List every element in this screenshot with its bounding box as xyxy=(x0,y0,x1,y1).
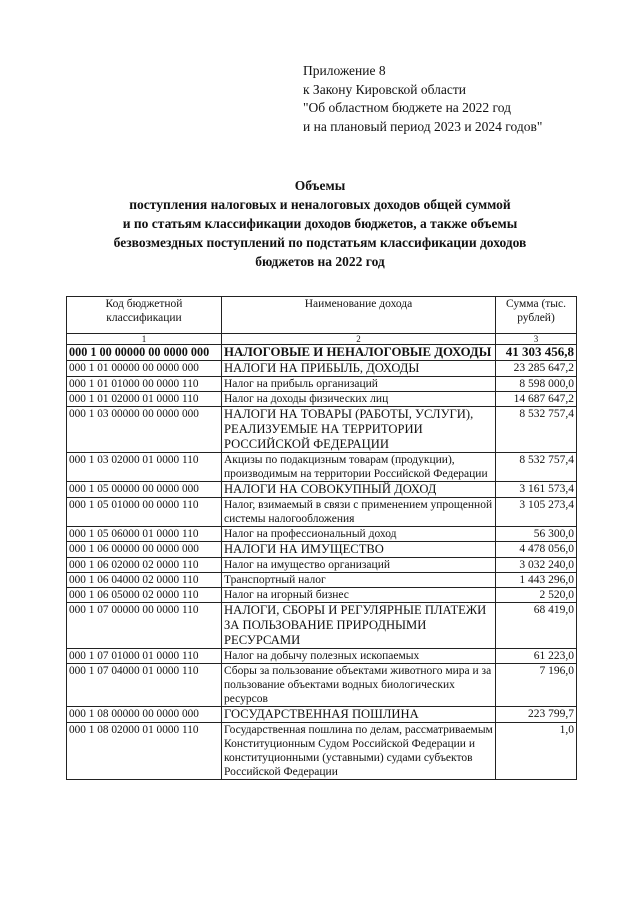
row-name: Налог на прибыль организаций xyxy=(222,377,496,392)
table-row xyxy=(67,527,577,542)
row-name: НАЛОГИ НА СОВОКУПНЫЙ ДОХОД xyxy=(222,482,496,498)
revenue-table xyxy=(66,296,577,780)
row-code: 000 1 01 01000 00 0000 110 xyxy=(67,377,222,392)
table-row xyxy=(67,603,577,649)
row-sum: 4 478 056,0 xyxy=(496,542,577,558)
appendix-line: к Закону Кировской области xyxy=(303,81,467,97)
row-name: НАЛОГОВЫЕ И НЕНАЛОГОВЫЕ ДОХОДЫ xyxy=(222,345,496,361)
row-sum: 1,0 xyxy=(496,723,577,780)
row-name: ГОСУДАРСТВЕННАЯ ПОШЛИНА xyxy=(222,707,496,723)
row-sum: 56 300,0 xyxy=(496,527,577,542)
row-sum: 41 303 456,8 xyxy=(496,345,577,361)
row-name: Налог на профессиональный доход xyxy=(222,527,496,542)
table-row xyxy=(67,664,577,707)
table-row xyxy=(67,588,577,603)
header-sum: Сумма (тыс. рублей) xyxy=(496,297,577,334)
table-row xyxy=(67,558,577,573)
row-name: Налог на добычу полезных ископаемых xyxy=(222,649,496,664)
column-number: 3 xyxy=(496,334,577,345)
row-name: Налог, взимаемый в связи с применением упрощенной системы налогообложения xyxy=(222,498,496,527)
row-code: 000 1 06 05000 02 0000 110 xyxy=(67,588,222,603)
row-sum: 7 196,0 xyxy=(496,664,577,707)
row-name: НАЛОГИ НА ИМУЩЕСТВО xyxy=(222,542,496,558)
row-sum: 3 105 273,4 xyxy=(496,498,577,527)
row-code: 000 1 03 02000 01 0000 110 xyxy=(67,453,222,482)
table-row xyxy=(67,542,577,558)
row-name: НАЛОГИ НА ПРИБЫЛЬ, ДОХОДЫ xyxy=(222,361,496,377)
table-row xyxy=(67,345,577,361)
table-row xyxy=(67,453,577,482)
row-sum: 8 532 757,4 xyxy=(496,453,577,482)
title-line: бюджетов на 2022 год xyxy=(255,254,385,269)
table-row xyxy=(67,649,577,664)
row-code: 000 1 00 00000 00 0000 000 xyxy=(67,345,222,361)
row-sum: 23 285 647,2 xyxy=(496,361,577,377)
table-row xyxy=(67,361,577,377)
document-title xyxy=(40,176,600,271)
row-name: НАЛОГИ, СБОРЫ И РЕГУЛЯРНЫЕ ПЛАТЕЖИ ЗА ПОЛЬЗОВАНИЕ ПРИРОДНЫМИ РЕСУРСАМИ xyxy=(222,603,496,649)
row-sum: 8 532 757,4 xyxy=(496,407,577,453)
row-code: 000 1 07 00000 00 0000 110 xyxy=(67,603,222,649)
row-sum: 3 161 573,4 xyxy=(496,482,577,498)
table-row xyxy=(67,482,577,498)
table-row xyxy=(67,377,577,392)
row-name: Налог на игорный бизнес xyxy=(222,588,496,603)
row-code: 000 1 03 00000 00 0000 000 xyxy=(67,407,222,453)
row-code: 000 1 06 00000 00 0000 000 xyxy=(67,542,222,558)
row-code: 000 1 06 02000 02 0000 110 xyxy=(67,558,222,573)
appendix-line: и на плановый период 2023 и 2024 годов" xyxy=(303,118,543,134)
row-name: Акцизы по подакцизным товарам (продукции), производимым на территории Российской Федерации xyxy=(222,453,496,482)
table-header-row xyxy=(67,297,577,334)
row-code: 000 1 05 00000 00 0000 000 xyxy=(67,482,222,498)
row-sum: 1 443 296,0 xyxy=(496,573,577,588)
row-name: Налог на имущество организаций xyxy=(222,558,496,573)
row-code: 000 1 05 01000 00 0000 110 xyxy=(67,498,222,527)
title-line: Объемы xyxy=(294,178,346,193)
appendix-line: Приложение 8 xyxy=(303,63,386,78)
row-name: Сборы за пользование объектами животного мира и за пользование объектами водных биологических ресурсов xyxy=(222,664,496,707)
row-name: Налог на доходы физических лиц xyxy=(222,392,496,407)
table-row xyxy=(67,407,577,453)
column-number: 1 xyxy=(67,334,222,345)
table-row xyxy=(67,707,577,723)
row-sum: 61 223,0 xyxy=(496,649,577,664)
appendix-line: "Об областном бюджете на 2022 год xyxy=(303,100,511,115)
row-sum: 8 598 000,0 xyxy=(496,377,577,392)
table-row xyxy=(67,573,577,588)
title-line: поступления налоговых и неналоговых доходов общей суммой xyxy=(129,197,511,212)
row-code: 000 1 07 01000 01 0000 110 xyxy=(67,649,222,664)
row-code: 000 1 01 00000 00 0000 000 xyxy=(67,361,222,377)
row-code: 000 1 08 02000 01 0000 110 xyxy=(67,723,222,780)
title-line: безвозмездных поступлений по подстатьям классификации доходов xyxy=(113,235,527,250)
row-name: Государственная пошлина по делам, рассматриваемым Конституционным Судом Российской Федерации и конституционными (уставными) судами субъектов Российской Федерации xyxy=(222,723,496,780)
row-sum: 14 687 647,2 xyxy=(496,392,577,407)
table-row xyxy=(67,392,577,407)
table-row xyxy=(67,498,577,527)
column-number-row xyxy=(67,334,577,345)
row-code: 000 1 06 04000 02 0000 110 xyxy=(67,573,222,588)
row-name: Транспортный налог xyxy=(222,573,496,588)
row-code: 000 1 08 00000 00 0000 000 xyxy=(67,707,222,723)
row-code: 000 1 07 04000 01 0000 110 xyxy=(67,664,222,707)
title-line: и по статьям классификации доходов бюджетов, а также объемы xyxy=(122,216,518,231)
header-code: Код бюджетной классификации xyxy=(67,297,222,334)
row-name: НАЛОГИ НА ТОВАРЫ (РАБОТЫ, УСЛУГИ), РЕАЛИЗУЕМЫЕ НА ТЕРРИТОРИИ РОССИЙСКОЙ ФЕДЕРАЦИИ xyxy=(222,407,496,453)
row-sum: 68 419,0 xyxy=(496,603,577,649)
row-code: 000 1 01 02000 01 0000 110 xyxy=(67,392,222,407)
row-code: 000 1 05 06000 01 0000 110 xyxy=(67,527,222,542)
row-sum: 223 799,7 xyxy=(496,707,577,723)
header-name: Наименование дохода xyxy=(222,297,496,334)
row-sum: 2 520,0 xyxy=(496,588,577,603)
table-row xyxy=(67,723,577,780)
appendix-note xyxy=(303,62,542,136)
column-number: 2 xyxy=(222,334,496,345)
row-sum: 3 032 240,0 xyxy=(496,558,577,573)
